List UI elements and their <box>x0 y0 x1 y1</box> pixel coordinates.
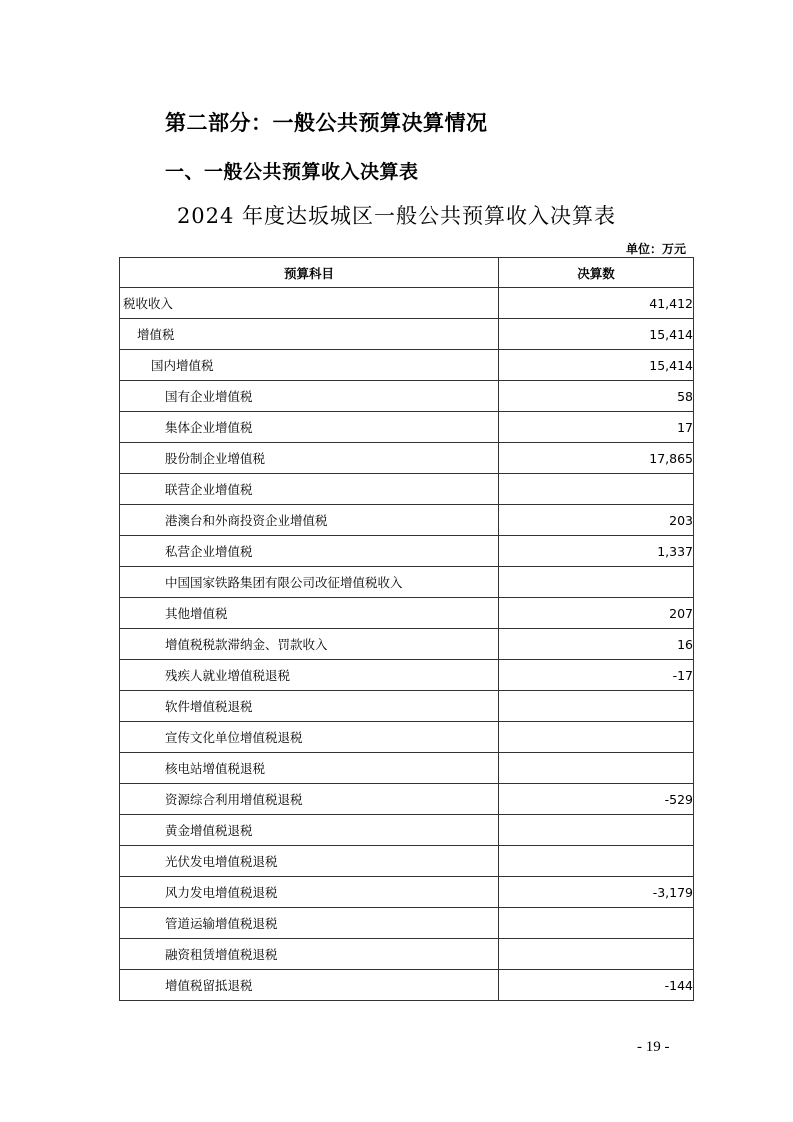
table-row <box>120 629 694 660</box>
final-amount-value: 15,414 <box>499 350 694 381</box>
final-amount-value: -17 <box>499 660 694 691</box>
section-heading: 一、一般公共预算收入决算表 <box>165 161 419 183</box>
final-amount-value: 16 <box>499 629 694 660</box>
unit-label: 单位：万元 <box>626 242 687 256</box>
table-row <box>120 288 694 319</box>
table-row <box>120 970 694 1001</box>
budget-item-name: 融资租赁增值税退税 <box>120 939 499 970</box>
part-heading: 第二部分：一般公共预算决算情况 <box>165 111 488 135</box>
budget-item-name: 管道运输增值税退税 <box>120 908 499 939</box>
final-amount-value <box>499 567 694 598</box>
table-row <box>120 381 694 412</box>
final-amount-value <box>499 939 694 970</box>
final-amount-value <box>499 753 694 784</box>
table-row <box>120 319 694 350</box>
final-amount-value <box>499 474 694 505</box>
table-row <box>120 753 694 784</box>
budget-item-name: 增值税留抵退税 <box>120 970 499 1001</box>
budget-item-name: 国内增值税 <box>120 350 499 381</box>
budget-item-name: 光伏发电增值税退税 <box>120 846 499 877</box>
final-amount-value <box>499 722 694 753</box>
budget-item-name: 国有企业增值税 <box>120 381 499 412</box>
final-amount-value: -529 <box>499 784 694 815</box>
final-amount-value <box>499 908 694 939</box>
table-row <box>120 660 694 691</box>
budget-item-name: 增值税税款滞纳金、罚款收入 <box>120 629 499 660</box>
budget-item-name: 联营企业增值税 <box>120 474 499 505</box>
header-budget-item: 预算科目 <box>120 258 499 288</box>
budget-item-name: 股份制企业增值税 <box>120 443 499 474</box>
budget-item-name: 资源综合利用增值税退税 <box>120 784 499 815</box>
table-row <box>120 567 694 598</box>
table-row <box>120 443 694 474</box>
final-amount-value: -144 <box>499 970 694 1001</box>
final-amount-value: 58 <box>499 381 694 412</box>
table-title: 2024 年度达坂城区一般公共预算收入决算表 <box>176 204 617 228</box>
budget-item-name: 风力发电增值税退税 <box>120 877 499 908</box>
final-amount-value: 15,414 <box>499 319 694 350</box>
table-row <box>120 939 694 970</box>
budget-item-name: 增值税 <box>120 319 499 350</box>
table-row <box>120 350 694 381</box>
header-final-amount: 决算数 <box>499 258 694 288</box>
table-row <box>120 784 694 815</box>
table-row <box>120 598 694 629</box>
final-amount-value: 17 <box>499 412 694 443</box>
budget-item-name: 核电站增值税退税 <box>120 753 499 784</box>
budget-item-name: 黄金增值税退税 <box>120 815 499 846</box>
budget-table <box>119 257 694 1001</box>
table-row <box>120 722 694 753</box>
table-body <box>120 288 694 1001</box>
table-row <box>120 908 694 939</box>
table-row <box>120 505 694 536</box>
table-header-row <box>120 258 694 288</box>
table-row <box>120 536 694 567</box>
final-amount-value: 1,337 <box>499 536 694 567</box>
table-row <box>120 877 694 908</box>
table-row <box>120 846 694 877</box>
table-row <box>120 412 694 443</box>
budget-item-name: 残疾人就业增值税退税 <box>120 660 499 691</box>
final-amount-value: 41,412 <box>499 288 694 319</box>
final-amount-value <box>499 691 694 722</box>
budget-item-name: 宣传文化单位增值税退税 <box>120 722 499 753</box>
table-row <box>120 691 694 722</box>
table-row <box>120 474 694 505</box>
budget-item-name: 中国国家铁路集团有限公司改征增值税收入 <box>120 567 499 598</box>
budget-item-name: 港澳台和外商投资企业增值税 <box>120 505 499 536</box>
budget-item-name: 软件增值税退税 <box>120 691 499 722</box>
final-amount-value <box>499 815 694 846</box>
final-amount-value: 17,865 <box>499 443 694 474</box>
page-number: - 19 - <box>637 1039 670 1055</box>
final-amount-value <box>499 846 694 877</box>
budget-item-name: 其他增值税 <box>120 598 499 629</box>
budget-item-name: 集体企业增值税 <box>120 412 499 443</box>
final-amount-value: 203 <box>499 505 694 536</box>
budget-item-name: 私营企业增值税 <box>120 536 499 567</box>
final-amount-value: 207 <box>499 598 694 629</box>
table-row <box>120 815 694 846</box>
final-amount-value: -3,179 <box>499 877 694 908</box>
budget-item-name: 税收收入 <box>120 288 499 319</box>
